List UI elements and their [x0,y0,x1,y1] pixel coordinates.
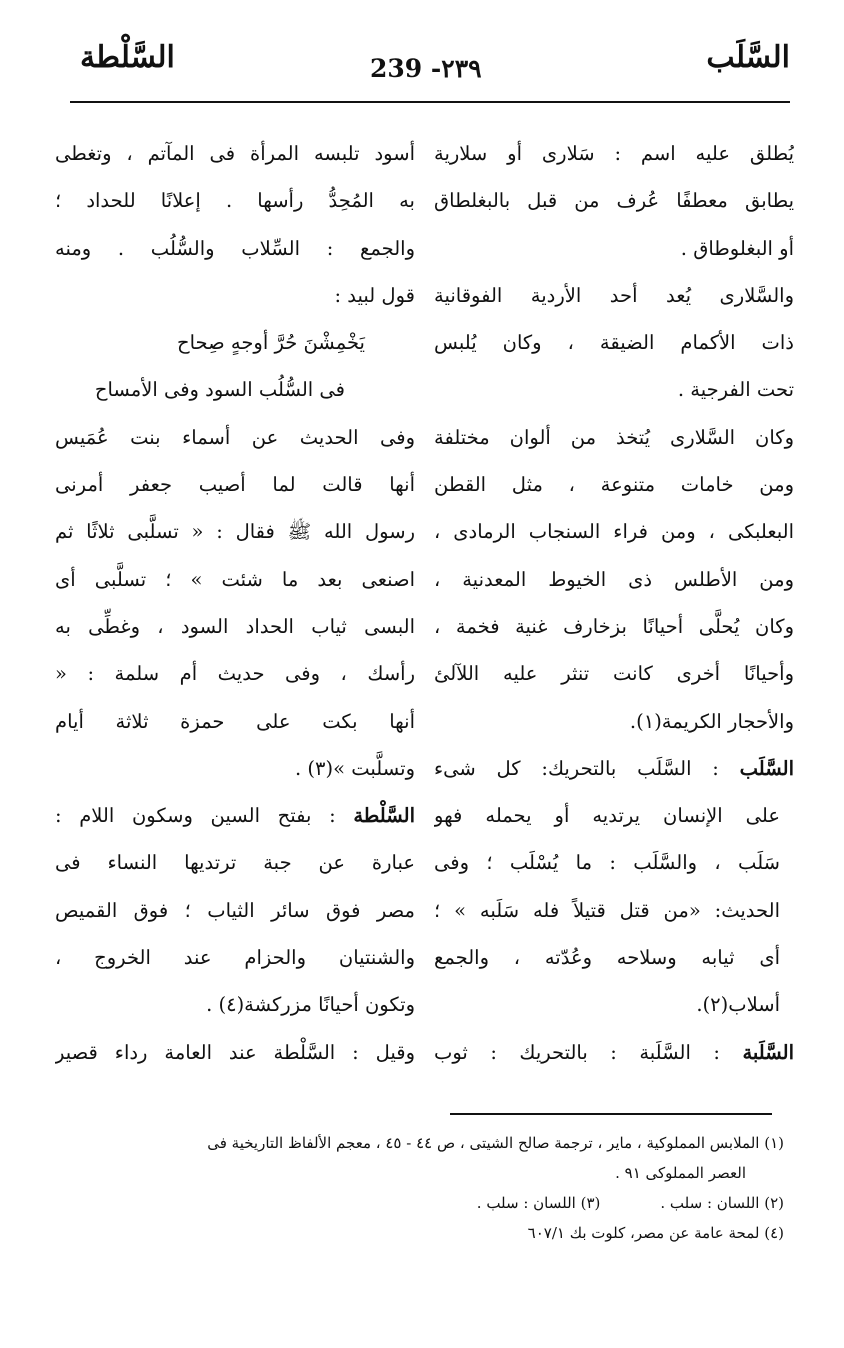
line-text: والأحجار الكريمة(١). [629,709,794,733]
text-line [434,319,794,366]
text-line [55,698,415,745]
line-text: يَخْمِشْنَ حُرَّ أوجهٍ صِحاح [177,331,365,355]
text-line [55,887,415,934]
line-text: على الإنسان يرتديه أو يحمله فهو [434,804,780,828]
text-line [55,603,415,650]
text-line [55,981,415,1028]
text-line [434,887,794,934]
entry-headword: السَّلَب [739,756,794,780]
text-line [55,225,415,272]
text-line [55,461,415,508]
text-line [55,934,415,981]
footnote-4: (٤) لمحة عامة عن مصر، كلوت بك ٦٠٧/١ [527,1224,784,1242]
line-text: والسَّلارى يُعد أحد الأردية الفوقانية [434,283,794,307]
text-line [434,177,794,224]
line-text: اصنعى بعد ما شئت » ؛ تسلَّبى أى [55,567,415,591]
line-text: وفى الحديث عن أسماء بنت عُمَيس [55,425,415,449]
line-text: أسلاب(٢). [696,993,780,1017]
text-line [55,272,415,319]
text-line [55,556,415,603]
line-text: البسى ثياب الحداد السود ، وغطِّى به [55,614,415,638]
header-entry-first: السَّلَب [706,40,790,75]
line-text: وكان يُحلَّى أحيانًا بزخارف غنية فخمة ، [434,614,794,638]
footnote-row-2-3 [64,1188,784,1218]
text-line [434,1029,794,1076]
line-text: فى السُّلُب السود وفى الأمساح [94,378,345,402]
line-text: وكان السَّلارى يُتخذ من ألوان مختلفة [434,425,794,449]
line-text: البعلبكى ، ومن فراء السنجاب الرمادى ، [434,520,794,544]
text-line [434,934,794,981]
text-line [55,319,415,366]
line-text: أو البغلوطاق . [680,236,794,260]
line-text: الحديث: «من قتل قتيلاً فله سَلَبه » ؛ [434,898,780,922]
footnote-divider [450,1113,772,1115]
text-line [434,366,794,413]
text-line [434,981,794,1028]
line-text: يُطلق عليه اسم : سَلارى أو سلارية [434,142,794,165]
line-text: ومن الأطلس ذى الخيوط المعدنية ، [434,567,794,591]
text-line [434,603,794,650]
entry-headword: السَّلَبة [742,1040,794,1064]
line-text: وتكون أحيانًا مزركشة(٤) . [206,993,415,1017]
line-text: والجمع : السِّلاب والسُّلُب . ومنه [55,236,415,260]
line-text: : السَّلَبة : بالتحريك : ثوب [434,1040,743,1064]
text-line [434,508,794,555]
text-line [434,650,794,697]
line-text: ومن خامات متنوعة ، مثل القطن [434,473,794,497]
text-line [55,130,415,177]
footnote-3: (٣) اللسان : سلب . [476,1194,601,1212]
line-text: أنها بكت على حمزة ثلاثة أيام [55,709,415,733]
line-text: أى ثيابه وسلاحه وعُدّته ، والجمع [434,946,780,970]
line-text: أسود تلبسه المرأة فى المآتم ، وتغطى [55,142,415,165]
text-line [55,792,415,839]
text-line [434,461,794,508]
line-text: وتسلَّبت »(٣) . [295,756,415,780]
line-text: أنها قالت لما أصيب جعفر أمرنى [55,473,415,497]
text-line [434,130,794,177]
line-text: سَلَب ، والسَّلَب : ما يُسْلَب ؛ وفى [434,851,780,875]
text-line [434,414,794,461]
line-text: تحت الفرجية . [677,378,794,402]
line-text: رأسك ، وفى حديث أم سلمة : « [55,662,415,686]
header-divider [70,101,790,103]
footnote-1: (١) الملابس المملوكية ، ماير ، ترجمة صالح الشيتى ، ص ٤٤ - ٤٥ ، معجم الألفاظ التاريخية فى [207,1134,784,1152]
text-line [55,414,415,461]
text-line [434,792,794,839]
line-text: وأحيانًا أخرى كانت تنثر عليه اللآلئ [434,662,794,686]
text-line [434,225,794,272]
page-number: 239 -٢٣٩ [370,54,482,83]
line-text: قول لبيد : [334,283,415,307]
text-line [55,745,415,792]
line-text: عبارة عن جبة ترتديها النساء فى [55,851,415,875]
line-text: مصر فوق سائر الثياب ؛ فوق القميص [55,898,415,922]
line-text: به المُحِدُّ رأسها . إعلانًا للحداد ؛ [55,189,415,213]
text-line [434,556,794,603]
entry-headword: السَّلْطة [353,804,415,828]
footnotes [64,1128,784,1248]
text-line [434,272,794,319]
text-line [55,650,415,697]
footnote-2: (٢) اللسان : سلب . [660,1194,784,1212]
line-text: : بفتح السين وسكون اللام : [55,804,354,828]
line-text: ذات الأكمام الضيقة ، وكان يُلبس [434,331,794,355]
text-line [434,839,794,886]
text-line [55,839,415,886]
text-line [55,508,415,555]
text-line [434,745,794,792]
right-text-column [434,130,794,1076]
line-text: وقيل : السَّلْطة عند العامة رداء قصير [55,1040,415,1064]
line-text: والشنتيان والحزام عند الخروج ، [55,946,415,970]
text-line [55,366,415,413]
text-line [55,177,415,224]
line-text: رسول الله ﷺ فقال : « تسلَّبى ثلاثًا ثم [55,520,415,544]
text-line [434,698,794,745]
header-entry-last: السَّلْطة [80,40,175,75]
line-text: يطابق معطفًا عُرف من قبل بالبغلطاق [434,189,794,213]
text-line [55,1029,415,1076]
left-text-column [55,130,415,1076]
footnote-1-continued: العصر المملوكى ٩١ . [615,1164,746,1182]
page-header [70,40,790,100]
line-text: : السَّلَب بالتحريك: كل شىء [434,756,740,780]
